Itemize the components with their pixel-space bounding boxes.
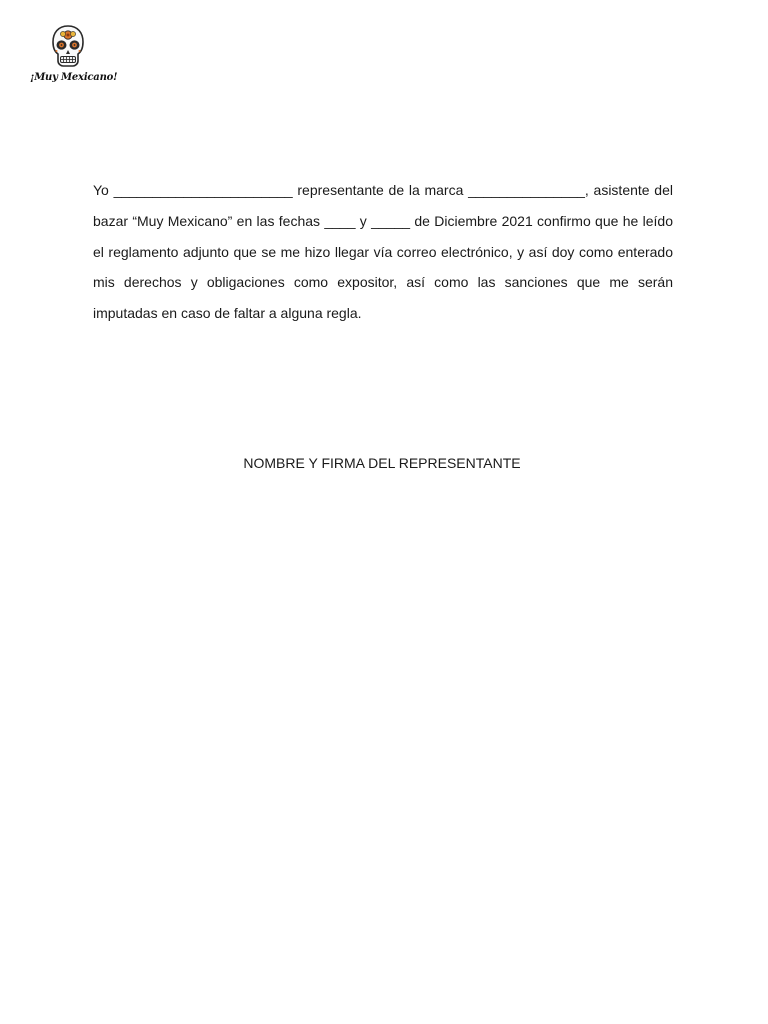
- logo-wordmark: ¡Muy Mexicano!: [30, 72, 118, 83]
- brand-logo: [28, 22, 118, 92]
- sugar-skull-icon: [50, 24, 86, 72]
- signature-label: NOMBRE Y FIRMA DEL REPRESENTANTE: [243, 455, 521, 471]
- acknowledgement-paragraph: Yo _______________________ representante de la marca _______________, asistente del bazar “Muy Mexicano” en las fechas ____ y _____ de Diciembre 2021 confirmo que he leído el reglamento adjunto que se me hizo llegar vía correo electrónico, y así doy como enterado mis derechos y obligaciones como expositor, así como las sanciones que me serán imputadas en caso de faltar a alguna regla.: [93, 182, 673, 322]
